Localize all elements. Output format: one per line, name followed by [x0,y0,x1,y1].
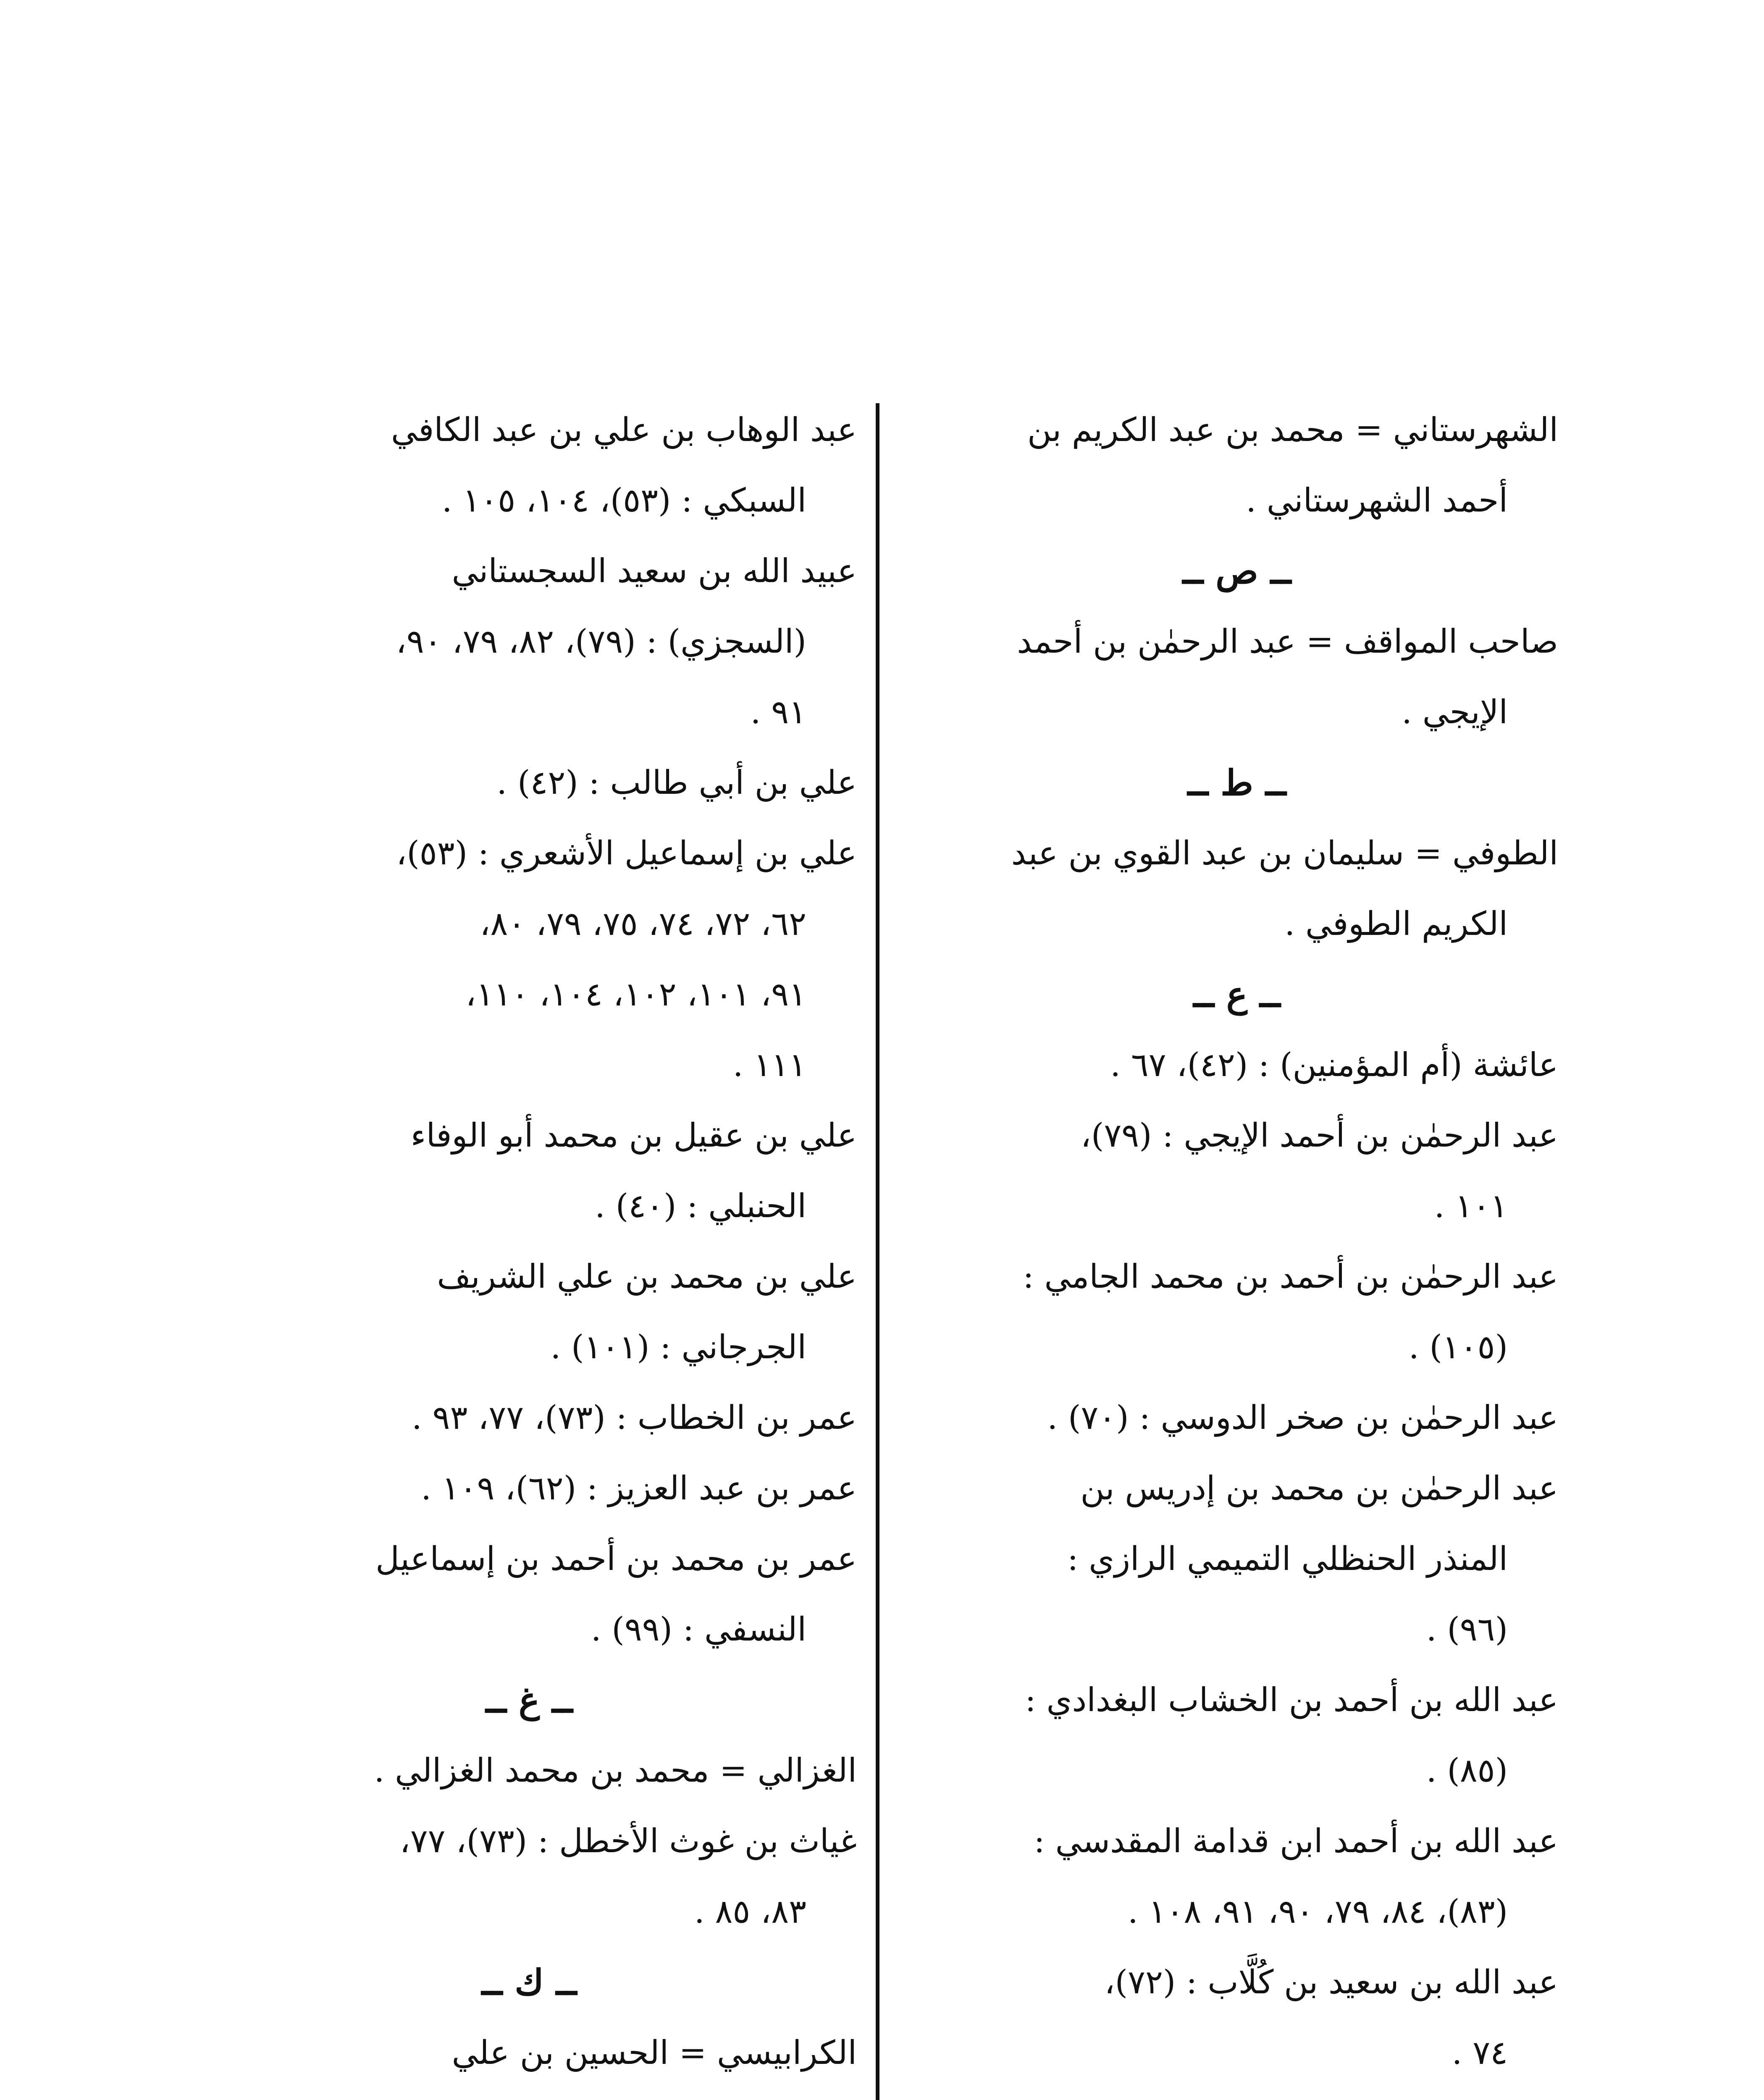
entry-line: الغزالي = محمد بن محمد الغزالي . [374,1752,857,1790]
entry-continuation: الكريم الطوفي . [1284,905,1508,943]
index-entry [202,395,857,536]
entry-continuation: الحنبلي : (٤٠) . [595,1187,806,1225]
index-entry [916,1806,1558,1947]
entry-line: عبيد الله بن سعيد السجستاني [452,552,857,590]
index-entry [916,1665,1558,1806]
index-entry [916,1030,1558,1100]
entry-line [916,2088,1558,2100]
index-entry [202,1453,857,1524]
section-heading: ــ ك ــ [481,1961,577,2003]
right-column [916,395,1558,2100]
index-entry [202,2018,857,2100]
entry-continuation: النسفي : (٩٩) . [591,1611,806,1648]
entry-continuation: ٧٤ . [1452,2034,1508,2072]
entry-line: عمر بن عبد العزيز : (٦٢)، ١٠٩ . [421,1470,857,1507]
entry-line: علي بن عقيل بن محمد أبو الوفاء [410,1117,857,1155]
entry-continuation: المنذر الحنظلي التميمي الرازي : [1067,1540,1508,1578]
index-entry [202,1524,857,1665]
index-entry [916,606,1558,748]
entry-continuation: (٨٥) . [1426,1752,1508,1790]
entry-continuation: الإيجي . [1402,693,1508,731]
index-entry [202,1242,857,1383]
index-entry [916,1947,1558,2088]
entry-continuation: ١١١ . [732,1046,806,1084]
section-heading: ــ غ ــ [486,1679,573,1721]
entry-line: عبد الله بن أحمد بن الخشاب البغدادي : [1025,1681,1558,1719]
entry-continuation: ١٠١ . [1434,1187,1508,1225]
section-heading: ــ ع ــ [1193,974,1281,1015]
index-entry [916,1100,1558,1242]
left-column [202,395,857,2100]
entry-line: غياث بن غوث الأخطل : (٧٣)، ٧٧، [399,1822,857,1860]
entry-line: عبد الرحمٰن بن أحمد بن محمد الجامي : [1023,1258,1558,1296]
entry-line: علي بن محمد بن علي الشريف [437,1258,857,1296]
index-entry [916,1242,1558,1383]
section-heading: ــ ص ــ [1182,550,1292,592]
entry-line: عائشة (أم المؤمنين) : (٤٢)، ٦٧ . [1110,1046,1558,1084]
entry-continuation: (١٠٥) . [1408,1328,1508,1366]
entry-line: الشهرستاني = محمد بن عبد الكريم بن [1027,411,1558,449]
entry-continuation: ٦٢، ٧٢، ٧٤، ٧٥، ٧٩، ٨٠، [480,905,806,943]
entry-continuation: أحمد الشهرستاني . [1246,482,1508,520]
index-entry [202,818,857,1100]
index-entry [916,395,1558,536]
entry-continuation: السبكي : (٥٣)، ١٠٤، ١٠٥ . [441,482,806,520]
entry-line: عبد الوهاب بن علي بن عبد الكافي [391,411,857,449]
entry-continuation: ٩١، ١٠١، ١٠٢، ١٠٤، ١١٠، [465,976,806,1013]
entry-continuation: ٨٣، ٨٥ . [694,1893,806,1931]
entry-line: عبد الرحمٰن بن صخر الدوسي : (٧٠) . [1047,1399,1558,1437]
index-entry [202,1735,857,1806]
entry-line: علي بن أبي طالب : (٤٢) . [496,764,857,802]
entry-continuation: الجرجاني : (١٠١) . [550,1328,806,1366]
entry-line: عبد الرحمٰن بن أحمد الإيجي : (٧٩)، [1080,1117,1558,1155]
entry-continuation: ٩١ . [750,693,806,731]
entry-line: عبد الرحمٰن بن محمد بن إدريس بن [1080,1470,1558,1507]
entry-continuation: (السجزي) : (٧٩)، ٨٢، ٧٩، ٩٠، [396,623,806,661]
entry-line: علي بن إسماعيل الأشعري : (٥٣)، [396,835,857,872]
index-entry [916,2088,1558,2100]
entry-continuation: (٩٦) . [1426,1611,1508,1648]
entry-line: عبد الله بن أحمد ابن قدامة المقدسي : [1034,1822,1558,1860]
entry-line: عبد الله بن سعيد بن كُلَّاب : (٧٢)، [1104,1964,1558,2001]
index-entry [202,1383,857,1453]
entry-continuation: (٨٣)، ٨٤، ٧٩، ٩٠، ٩١، ١٠٨ . [1128,1893,1508,1931]
entry-line: صاحب المواقف = عبد الرحمٰن بن أحمد [1017,623,1558,661]
index-entry [916,1453,1558,1665]
entry-line: الطوفي = سليمان بن عبد القوي بن عبد [1011,835,1558,872]
entry-continuation [202,2088,857,2100]
index-entry [202,1100,857,1242]
index-entry [202,536,857,748]
index-entry [202,1806,857,1947]
index-entry [202,748,857,818]
index-entry [916,818,1558,959]
entry-line: الكرابيسي = الحسين بن علي [452,2034,857,2072]
section-heading: ــ ط ــ [1187,762,1286,803]
entry-line: عمر بن محمد بن أحمد بن إسماعيل [375,1540,857,1578]
column-divider [876,403,879,2100]
entry-line: عمر بن الخطاب : (٧٣)، ٧٧، ٩٣ . [412,1399,857,1437]
index-entry [916,1383,1558,1453]
